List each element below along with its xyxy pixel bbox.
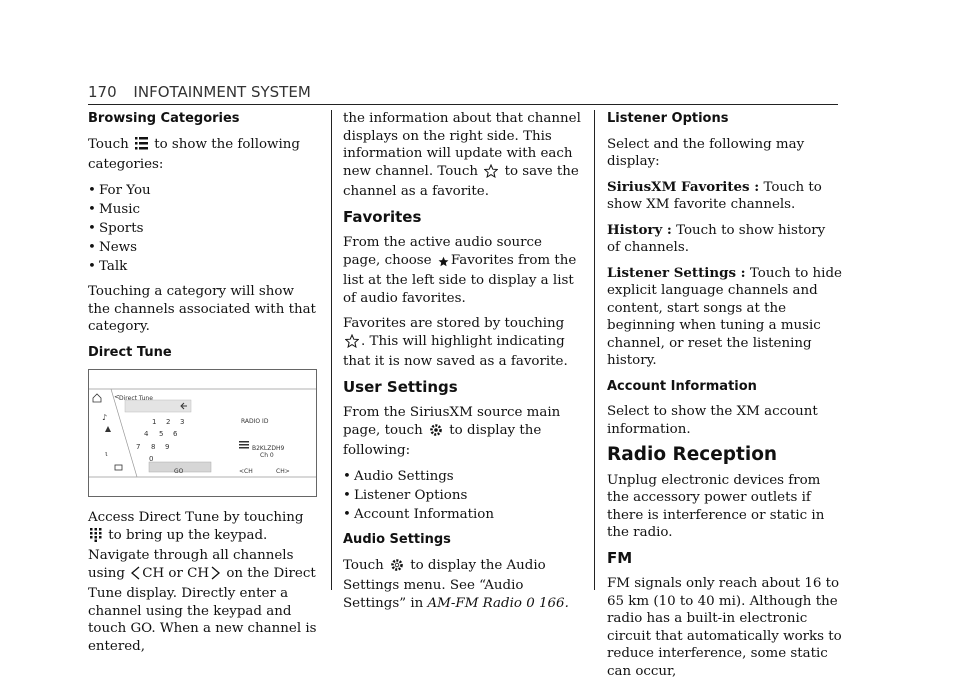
category-paragraph: Touching a category will show the channels associated with that category. xyxy=(88,284,316,334)
channel-info-paragraph xyxy=(343,110,583,201)
page-reference-link[interactable]: 0 166. xyxy=(526,595,569,611)
keypad-key: 2 xyxy=(166,418,171,426)
favorites-paragraph xyxy=(343,234,583,307)
svg-text:♪: ♪ xyxy=(102,413,108,422)
page-header xyxy=(88,83,838,103)
listener-intro: Select and the following may display: xyxy=(607,136,805,169)
definition-term: History : xyxy=(607,221,672,238)
keypad-key: 6 xyxy=(173,430,178,438)
user-settings-list xyxy=(343,468,583,524)
listener-options-heading: Listener Options xyxy=(607,111,729,126)
column-divider-right xyxy=(594,110,595,590)
account-paragraph: Select to show the XM account information. xyxy=(607,404,818,437)
category-list-icon xyxy=(135,136,148,157)
favorites-heading: Favorites xyxy=(343,207,422,226)
radio-reception-heading: Radio Reception xyxy=(607,444,778,465)
definition-desc: Touch to show XM favorite channels. xyxy=(607,179,822,212)
keypad-icon xyxy=(90,528,102,548)
page-number: 170 xyxy=(88,83,117,101)
direct-tune-figure xyxy=(88,369,317,497)
star-filled-icon xyxy=(438,255,449,273)
channel-info-pre: the information about that channel displays on the right side. This information will update with each new channel. Touch xyxy=(343,111,581,179)
user-settings-paragraph xyxy=(343,404,583,460)
definition-item xyxy=(607,222,842,257)
list-item: • Audio Settings xyxy=(343,468,583,486)
stored-pre: Favorites are stored by touching xyxy=(343,316,565,331)
channel-info-post: to save the channel as a favorite. xyxy=(343,163,579,199)
star-outline-icon xyxy=(345,334,359,354)
ch-text: CH or CH xyxy=(142,565,210,581)
keypad-key: 0 xyxy=(149,455,154,463)
keypad-key: 7 xyxy=(136,443,141,451)
radio-id-code: B2KLZDH9 xyxy=(252,445,285,452)
touch-post-text: to show the following categories: xyxy=(88,136,300,172)
category-list xyxy=(88,182,318,276)
left-chevron-icon xyxy=(131,566,140,586)
svg-text:ι: ι xyxy=(105,450,108,458)
favorites-stored-paragraph xyxy=(343,315,583,371)
audio-settings-paragraph xyxy=(343,557,583,613)
keypad-key: 4 xyxy=(144,430,149,438)
favorites-post: Favorites from the list at the left side to display a list of audio favorites. xyxy=(343,252,577,306)
definition-term: SiriusXM Favorites : xyxy=(607,178,760,195)
touch-pre-text: Touch xyxy=(88,136,129,152)
header-rule xyxy=(88,104,838,105)
user-settings-heading: User Settings xyxy=(343,377,458,396)
column-divider-left xyxy=(331,110,332,590)
settings-gear-icon xyxy=(429,423,443,443)
column-2 xyxy=(343,110,583,620)
list-item: • Talk xyxy=(88,258,318,276)
definition-item xyxy=(607,265,842,370)
fm-paragraph: FM signals only reach about 16 to 65 km (10 to 40 mi). Although the radio has a built-in electronic circuit that automatically works to reduce interference, some static can occur, xyxy=(607,576,842,679)
column-3 xyxy=(607,110,842,688)
settings-gear-icon xyxy=(390,558,404,578)
keypad-key: 3 xyxy=(180,418,185,426)
favorites-pre: From the active audio source page, choose xyxy=(343,235,542,268)
go-button-label: GO xyxy=(174,468,184,475)
account-information-heading: Account Information xyxy=(607,378,757,394)
definition-desc: Touch to show history of channels. xyxy=(607,222,826,255)
fm-heading: FM xyxy=(607,548,633,567)
audio-pre: Touch xyxy=(343,557,384,573)
audio-settings-heading: Audio Settings xyxy=(343,532,451,547)
access-post-text: to bring up the keypad. Navigate through all channels using xyxy=(88,527,294,581)
list-item: • Sports xyxy=(88,220,318,238)
channel-number: Ch 0 xyxy=(260,452,274,459)
definition-term: Listener Settings : xyxy=(607,264,746,281)
definition-desc: Touch to hide explicit language channels and content, start songs at the beginning when tuning a music channel, or reset the listening history. xyxy=(607,265,842,368)
section-title: INFOTAINMENT SYSTEM xyxy=(133,83,311,101)
figure-title: Direct Tune xyxy=(119,395,153,402)
column-1 xyxy=(88,110,318,663)
direct-tune-heading: Direct Tune xyxy=(88,344,172,360)
list-item: • Listener Options xyxy=(343,487,583,505)
list-item: • News xyxy=(88,239,318,257)
stored-post: . This will highlight indicating that it is now saved as a favorite. xyxy=(343,333,568,369)
back-chevron-icon: < xyxy=(114,393,120,401)
definition-item xyxy=(607,179,842,214)
browsing-intro xyxy=(88,136,318,174)
browsing-categories-heading: Browsing Categories xyxy=(88,111,240,126)
keypad-key: 1 xyxy=(152,418,157,426)
user-settings-post: to display the following: xyxy=(343,422,542,458)
star-outline-icon xyxy=(484,164,498,184)
user-settings-pre: From the SiriusXM source main page, touch xyxy=(343,405,561,438)
audio-post: to display the Audio Settings menu. See “Audio Settings” in xyxy=(343,557,546,611)
channel-up-label: CH> xyxy=(276,468,290,475)
list-item: • Account Information xyxy=(343,506,583,524)
access-pre-text: Access Direct Tune by touching xyxy=(88,510,304,525)
list-item: • Music xyxy=(88,201,318,219)
right-chevron-icon xyxy=(211,566,220,586)
access-direct-tune-paragraph xyxy=(88,509,318,655)
ch-continuation-text: on the Direct Tune display. Directly enter a channel using the keypad and touch GO. When a new channel is entered, xyxy=(88,565,317,654)
keypad-key: 8 xyxy=(151,443,156,451)
keypad-key: 9 xyxy=(165,443,170,451)
radio-reception-paragraph: Unplug electronic devices from the accessory power outlets if there is interference or static in the radio. xyxy=(607,472,825,540)
keypad-key: 5 xyxy=(159,430,164,438)
list-item: • For You xyxy=(88,182,318,200)
radio-id-label: RADIO ID xyxy=(241,418,269,425)
channel-down-label: <CH xyxy=(239,468,253,475)
audio-reference: AM-FM Radio xyxy=(427,595,522,611)
